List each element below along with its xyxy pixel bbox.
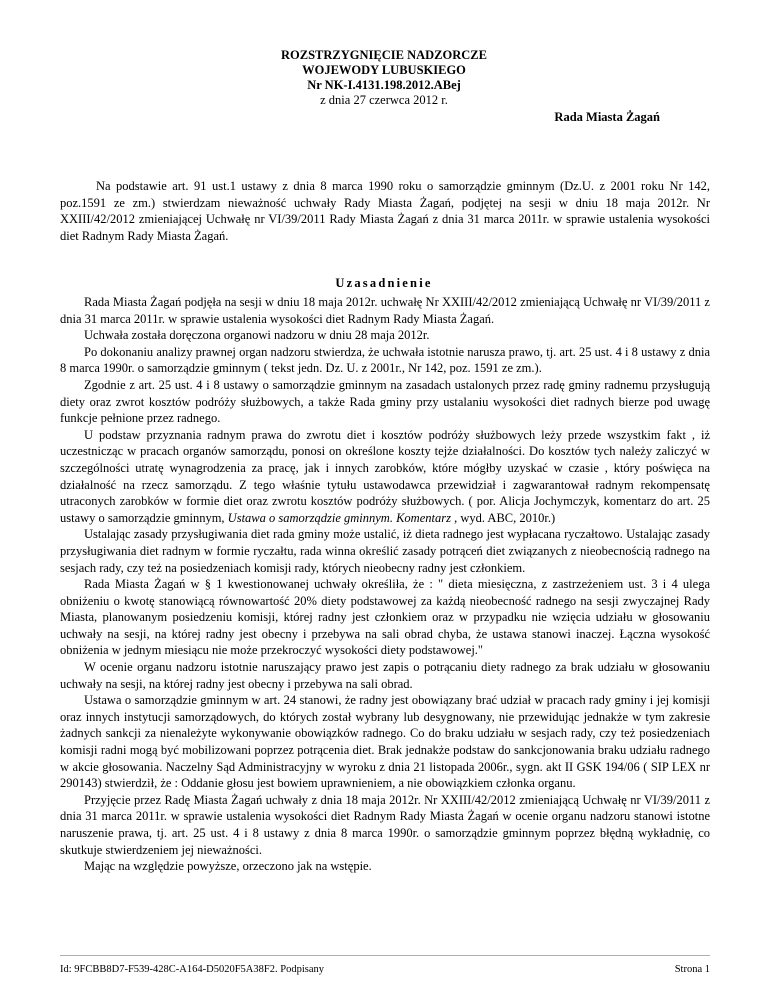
justification-paragraph: Rada Miasta Żagań w § 1 kwestionowanej uchwały określiła, że : " dieta miesięczna, z zastrzeżeniem ust. 3 i 4 ulega obniżeniu o kwotę stanowiącą równowartość 20% diety podstawowej za każdą nieobecność radnego na sesji zwyczajnej Rady Miasta, planowanym posiedzeniu komisji, której radny jest członkiem oraz w przypadku nie wzięcia udziału w głosowaniu uchwały na sesji, na której radny jest obecny i przebywa na sali obrad chyba, że ustawa stanowi inaczej. Łączna wysokość obniżenia w jednym miesiącu nie może przekroczyć wysokości diety podstawowej." — [60, 577, 710, 658]
justification-paragraph: Zgodnie z art. 25 ust. 4 i 8 ustawy o samorządzie gminnym na zasadach ustalonych przez radę gminy radnemu przysługują diety oraz zwrot kosztów podróży służbowych, a także Rada gminy przy ustalaniu wysokości diet radnych bierze pod uwagę funkcje pełnione przez radnego. — [60, 377, 710, 426]
document-header — [0, 48, 768, 108]
justification-paragraph: Ustalając zasady przysługiwania diet rada gminy może ustalić, iż dieta radnego jest wypłacana ryczałtowo. Ustalając zasady przysługiwania diet radnym w formie ryczałtu, rada winna określić zasady potrąceń diet związanych z nieobecnością radnego na sesjach rady, czy też na posiedzeniach komisji rady, których nieobecny radny jest członkiem. — [60, 527, 710, 575]
justification-paragraph: Mając na względzie powyższe, orzeczono jak na wstępie. — [84, 859, 372, 874]
justification-paragraph: Przyjęcie przez Radę Miasta Żagań uchwały z dnia 18 maja 2012r. Nr XXIII/42/2012 zmieniającą Uchwałę nr VI/39/2011 z dnia 31 marca 2011r. w sprawie ustalenia wysokości diet Radnym Rady Miasta Żagań w ocenie organu nadzoru stanowi istotne naruszenie prawa, tj. art. 25 ust. 4 i 8 ustawy z dnia 8 marca 1990r. o samorządzie gminnym poprzez błędną wykładnię, co skutkuje stwierdzeniem jej nieważności. — [60, 792, 710, 857]
page-number: Strona 1 — [674, 964, 710, 975]
justification-paragraph: Rada Miasta Żagań podjęła na sesji w dniu 18 maja 2012r. uchwałę Nr XXIII/42/2012 zmieniającą Uchwałę nr VI/39/2011 z dnia 31 marca 2011r. w sprawie ustalenia wysokości diet Radnym Rady Miasta Żagań. — [60, 295, 710, 326]
justification-paragraph: Ustawa o samorządzie gminnym w art. 24 stanowi, że radny jest obowiązany brać udział w pracach rady gminy i jej komisji oraz innych instytucji samorządowych, do których został wybrany lub desygnowany, nie przewidując jednakże w tym zakresie żadnych sankcji za nienależyte wykonywanie obowiązków radnego. Co do braku udziału w sesjach rady, czy też posiedzeniach komisji radni mogą być mobilizowani poprzez potrącenia diet. Brak jednakże podstaw do sankcjonowania braku udziału radnego w akcie głosowania. Naczelny Sąd Administracyjny w wyroku z dnia 21 listopada 2006r., sygn. akt II GSK 194/06 ( SIP LEX nr 290143) stwierdził, że : Oddanie głosu jest bowiem uprawnieniem, a nie obowiązkiem członka organu. — [60, 693, 710, 791]
justification-paragraph: Po dokonaniu analizy prawnej organ nadzoru stwierdza, że uchwała istotnie narusza prawo, tj. art. 25 ust. 4 i 8 ustawy z dnia 8 marca 1990r. o samorządzie gminnym ( tekst jedn. Dz. U. z 2001r., Nr 142, poz. 1591 ze zm.). — [60, 344, 710, 376]
paragraph-text: U podstaw przyznania radnym prawa do zwrotu diet i kosztów podróży służbowych leży przede wszystkim fakt , iż uczestnicząc w pracach organów samorządu, ponosi on określone koszty tejże działalności. Do kosztów tych należy zaliczyć w szczególności utratę wynagrodzenia za pracę, jak i innych zarobków, które mógłby uzyskać w czasie , który poświęca na działalność na rzecz samorządu. Z tego właśnie tytułu ustawodawca przewidział i zagwarantował radnym rekompensatę utraconych zarobków w formie diet oraz zwrotu kosztów podróży służbowych. ( por. Alicja Jochymczyk, komentarz do art. 25 ustawy o samorządzie gminnym, — [60, 427, 710, 525]
document-number: Nr NK-I.4131.198.2012.ABej — [307, 78, 461, 92]
justification-paragraph: Uchwała została doręczona organowi nadzoru w dniu 28 maja 2012r. — [84, 328, 430, 343]
paragraph-text: , wyd. ABC, 2010r.) — [454, 510, 556, 525]
decision-paragraph: Na podstawie art. 91 ust.1 ustawy z dnia 8 marca 1990 roku o samorządzie gminnym (Dz.U. z 2001 roku Nr 142, poz.1591 ze zm.) stwierdzam nieważność uchwały Rady Miasta Żagań, podjętej na sesji w dniu 18 maja 2012r. Nr XXIII/42/2012 zmieniającej Uchwałę nr VI/39/2011 Rady Miasta Żagań z dnia 31 marca 2011r. w sprawie ustalenia wysokości diet Radnym Rady Miasta Żagań. — [60, 179, 710, 243]
cited-title: Ustawa o samorządzie gminnym. Komentarz — [227, 510, 451, 525]
issuer-title: WOJEWODY LUBUSKIEGO — [302, 63, 466, 77]
justification-heading: Uzasadnienie — [335, 276, 433, 290]
justification-body — [60, 294, 710, 875]
document-id: Id: 9FCBB8D7-F539-428C-A164-D5020F5A38F2. Podpisany — [60, 964, 324, 975]
document-date: z dnia 27 czerwca 2012 r. — [320, 93, 448, 107]
footer-divider — [60, 955, 710, 956]
justification-paragraph: W ocenie organu nadzoru istotnie naruszający prawo jest zapis o potrącaniu diety radnego za brak udziału w głosowaniu uchwały na sesji, na której radny jest obecny i przebywa na sali obrad. — [60, 660, 710, 691]
recipient: Rada Miasta Żagań — [554, 110, 660, 124]
document-type-title: ROZSTRZYGNIĘCIE NADZORCZE — [281, 48, 487, 62]
justification-paragraph — [60, 427, 710, 527]
